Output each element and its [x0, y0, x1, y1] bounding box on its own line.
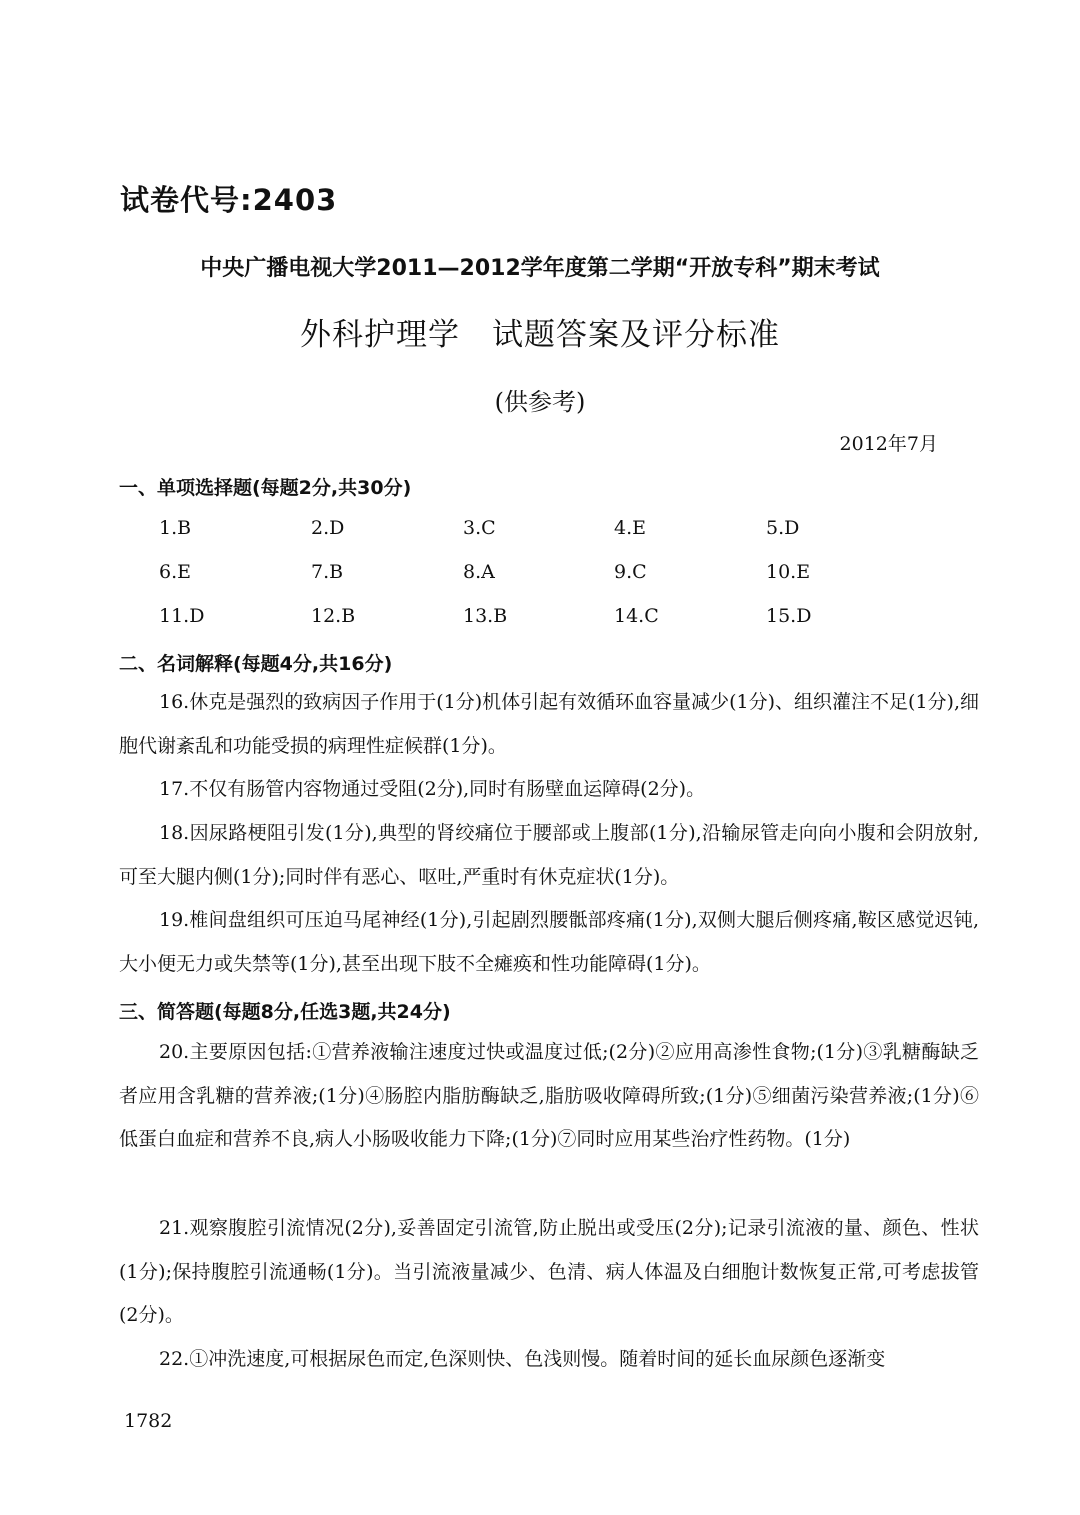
subject-name: 外科护理学 — [300, 317, 460, 353]
answer-item: 12.B — [311, 605, 356, 627]
answer-18: 18.因尿路梗阻引发(1分),典型的肾绞痛位于腰部或上腹部(1分),沿输尿管走向向小腹和会阴放射,可至大腿内侧(1分);同时伴有恶心、呕吐,严重时有休克症状(1分)。 — [119, 822, 979, 888]
answer-item: 3.C — [463, 517, 496, 539]
paper-code: 试卷代号:2403 — [120, 183, 338, 217]
answer-item: 15.D — [766, 605, 812, 627]
answer-22: 22.①冲洗速度,可根据尿色而定,色深则快、色浅则慢。随着时间的延长血尿颜色逐渐变 — [159, 1348, 886, 1370]
section3-heading: 三、简答题(每题8分,任选3题,共24分) — [119, 1001, 451, 1023]
answer-item: 8.A — [463, 561, 495, 583]
answer-item: 2.D — [311, 517, 345, 539]
page-number: 1782 — [124, 1410, 173, 1432]
university-line: 中央广播电视大学2011—2012学年度第二学期“开放专科”期末考试 — [200, 256, 880, 281]
answer-item: 6.E — [159, 561, 191, 583]
answer-19: 19.椎间盘组织可压迫马尾神经(1分),引起剧烈腰骶部疼痛(1分),双侧大腿后侧疼痛,鞍区感觉迟钝,大小便无力或失禁等(1分),甚至出现下肢不全瘫痪和性功能障碍(1分)。 — [119, 909, 979, 975]
answer-item: 13.B — [463, 605, 508, 627]
answer-item: 9.C — [614, 561, 647, 583]
answer-item: 5.D — [766, 517, 800, 539]
answer-20: 20.主要原因包括:①营养液输注速度过快或温度过低;(2分)②应用高渗性食物;(1分)③乳糖酶缺乏者应用含乳糖的营养液;(1分)④肠腔内脂肪酶缺乏,脂肪吸收障碍所致;(1分)⑤细菌污染营养液;(1分)⑥低蛋白血症和营养不良,病人小肠吸收能力下降;(1分)⑦同时应用某些治疗性药物。(1分) — [119, 1041, 979, 1150]
answer-item: 1.B — [159, 517, 192, 539]
answer-item: 7.B — [311, 561, 344, 583]
answer-21: 21.观察腹腔引流情况(2分),妥善固定引流管,防止脱出或受压(2分);记录引流液的量、颜色、性状(1分);保持腹腔引流通畅(1分)。当引流液量减少、色清、病人体温及白细胞计数恢复正常,可考虑拔管(2分)。 — [119, 1217, 979, 1326]
exam-date: 2012年7月 — [839, 433, 938, 455]
title-rest: 试题答案及评分标准 — [492, 317, 780, 353]
answer-item: 4.E — [614, 517, 646, 539]
answer-item: 10.E — [766, 561, 811, 583]
section1-heading: 一、单项选择题(每题2分,共30分) — [119, 477, 412, 499]
answer-item: 11.D — [159, 605, 205, 627]
section2-heading: 二、名词解释(每题4分,共16分) — [119, 653, 393, 675]
answer-16: 16.休克是强烈的致病因子作用于(1分)机体引起有效循环血容量减少(1分)、组织灌注不足(1分),细胞代谢紊乱和功能受损的病理性症候群(1分)。 — [119, 691, 979, 757]
reference-note: (供参考) — [494, 388, 586, 416]
page-title — [0, 309, 1080, 354]
answer-17: 17.不仅有肠管内容物通过受阻(2分),同时有肠壁血运障碍(2分)。 — [159, 778, 706, 800]
answer-item: 14.C — [614, 605, 659, 627]
